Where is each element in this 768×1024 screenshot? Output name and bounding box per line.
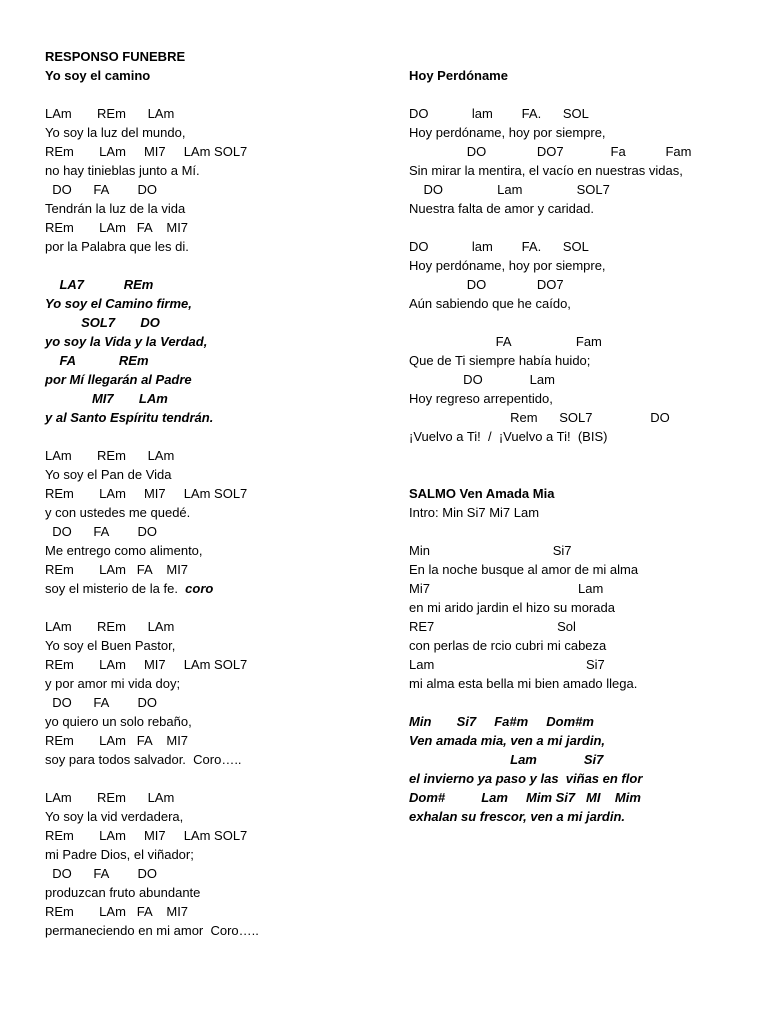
lyric-line: DO lam FA. SOL bbox=[409, 239, 589, 254]
lyric-line: FA Fam bbox=[409, 334, 602, 349]
lyric-line: Tendrán la luz de la vida bbox=[45, 201, 186, 216]
lyric-line: Que de Ti siempre había huido; bbox=[409, 353, 591, 368]
lyric-line: REm LAm FA MI7 bbox=[45, 562, 189, 577]
chorus-line: el invierno ya paso y las viñas en flor bbox=[409, 771, 643, 786]
lyric-line: DO Lam bbox=[409, 372, 555, 387]
lyric-line: REm LAm FA MI7 bbox=[45, 220, 189, 235]
lyric-line: no hay tinieblas junto a Mí. bbox=[45, 163, 200, 178]
lyric-line: DO lam FA. SOL bbox=[409, 106, 589, 121]
lyric-line: REm LAm MI7 LAm SOL7 bbox=[45, 657, 248, 672]
coro-marker: coro bbox=[185, 581, 214, 596]
lyric-line: Lam Si7 bbox=[409, 657, 605, 672]
blank-line bbox=[409, 522, 754, 541]
lyric-line: Yo soy el Pan de Vida bbox=[45, 467, 172, 482]
chorus-line: Ven amada mia, ven a mi jardin, bbox=[409, 733, 606, 748]
lyric-line: Aún sabiendo que he caído, bbox=[409, 296, 571, 311]
lyric-line: Yo soy la luz del mundo, bbox=[45, 125, 186, 140]
chorus-line: Yo soy el Camino firme, bbox=[45, 296, 192, 311]
lyric-line: REm LAm FA MI7 bbox=[45, 904, 189, 919]
blank-line bbox=[409, 47, 754, 66]
lyric-line: y por amor mi vida doy; bbox=[45, 676, 181, 691]
lyric-text: soy el misterio de la fe. bbox=[45, 581, 186, 596]
blank-line bbox=[45, 427, 375, 446]
lyric-line: RE7 Sol bbox=[409, 619, 576, 634]
lyric-line: y con ustedes me quedé. bbox=[45, 505, 191, 520]
blank-line bbox=[45, 598, 375, 617]
lyric-line: permaneciendo en mi amor Coro….. bbox=[45, 923, 259, 938]
blank-line bbox=[409, 218, 754, 237]
right-column bbox=[409, 47, 754, 826]
blank-line bbox=[409, 446, 754, 465]
lyric-line: LAm REm LAm bbox=[45, 790, 175, 805]
song-title: SALMO Ven Amada Mia bbox=[409, 486, 555, 501]
lyric-line: DO FA DO bbox=[45, 524, 157, 539]
lyric-line: Mi7 Lam bbox=[409, 581, 604, 596]
chorus-line: MI7 LAm bbox=[45, 391, 168, 406]
lyric-line: DO DO7 bbox=[409, 277, 564, 292]
song-title: Hoy Perdóname bbox=[409, 68, 508, 83]
blank-line bbox=[409, 85, 754, 104]
lyric-line: Rem SOL7 DO bbox=[409, 410, 670, 425]
blank-line bbox=[45, 85, 375, 104]
chorus-line: y al Santo Espíritu tendrán. bbox=[45, 410, 214, 425]
chorus-line: por Mí llegarán al Padre bbox=[45, 372, 192, 387]
chorus-line: SOL7 DO bbox=[45, 315, 160, 330]
lyric-line: Min Si7 bbox=[409, 543, 572, 558]
lyric-line bbox=[45, 579, 375, 598]
lyric-line: Hoy regreso arrepentido, bbox=[409, 391, 553, 406]
lyric-line: REm LAm MI7 LAm SOL7 bbox=[45, 486, 248, 501]
lyric-line: LAm REm LAm bbox=[45, 619, 175, 634]
blank-line bbox=[409, 693, 754, 712]
blank-line bbox=[45, 769, 375, 788]
chorus-line: Lam Si7 bbox=[409, 752, 604, 767]
lyric-line: Nuestra falta de amor y caridad. bbox=[409, 201, 594, 216]
chorus-line: Dom# Lam Mim Si7 MI Mim bbox=[409, 790, 641, 805]
lyric-line: Sin mirar la mentira, el vacío en nuestras vidas, bbox=[409, 163, 683, 178]
lyric-line: mi Padre Dios, el viñador; bbox=[45, 847, 194, 862]
chorus-line: Min Si7 Fa#m Dom#m bbox=[409, 714, 594, 729]
lyric-line: Hoy perdóname, hoy por siempre, bbox=[409, 258, 606, 273]
blank-line bbox=[409, 465, 754, 484]
lyric-line: con perlas de rcio cubri mi cabeza bbox=[409, 638, 607, 653]
lyric-line: ¡Vuelvo a Ti! / ¡Vuelvo a Ti! (BIS) bbox=[409, 429, 608, 444]
lyric-line: Yo soy el Buen Pastor, bbox=[45, 638, 176, 653]
lyric-line: REm LAm MI7 LAm SOL7 bbox=[45, 828, 248, 843]
lyric-line: En la noche busque al amor de mi alma bbox=[409, 562, 639, 577]
lyric-line: LAm REm LAm bbox=[45, 448, 175, 463]
chorus-line: yo soy la Vida y la Verdad, bbox=[45, 334, 208, 349]
lyric-line: en mi arido jardin el hizo su morada bbox=[409, 600, 615, 615]
lyric-line: yo quiero un solo rebaño, bbox=[45, 714, 192, 729]
lyric-line: mi alma esta bella mi bien amado llega. bbox=[409, 676, 638, 691]
lyric-line: Intro: Min Si7 Mi7 Lam bbox=[409, 505, 540, 520]
lyric-line: LAm REm LAm bbox=[45, 106, 175, 121]
lyric-line: DO FA DO bbox=[45, 866, 157, 881]
lyric-line: DO Lam SOL7 bbox=[409, 182, 610, 197]
lyric-line: Yo soy la vid verdadera, bbox=[45, 809, 184, 824]
lyric-line: produzcan fruto abundante bbox=[45, 885, 201, 900]
chorus-line: FA REm bbox=[45, 353, 149, 368]
song-title: Yo soy el camino bbox=[45, 68, 151, 83]
lyric-line: Hoy perdóname, hoy por siempre, bbox=[409, 125, 606, 140]
lyric-line: DO FA DO bbox=[45, 695, 157, 710]
song-title: RESPONSO FUNEBRE bbox=[45, 49, 186, 64]
lyric-line: Me entrego como alimento, bbox=[45, 543, 203, 558]
blank-line bbox=[409, 313, 754, 332]
lyric-line: DO DO7 Fa Fam bbox=[409, 144, 692, 159]
lyric-line: REm LAm MI7 LAm SOL7 bbox=[45, 144, 248, 159]
left-column bbox=[45, 47, 375, 940]
lyric-line: REm LAm FA MI7 bbox=[45, 733, 189, 748]
chorus-line: exhalan su frescor, ven a mi jardin. bbox=[409, 809, 626, 824]
lyric-line: DO FA DO bbox=[45, 182, 157, 197]
lyric-line: soy para todos salvador. Coro….. bbox=[45, 752, 242, 767]
blank-line bbox=[45, 256, 375, 275]
chorus-line: LA7 REm bbox=[45, 277, 154, 292]
lyric-line: por la Palabra que les di. bbox=[45, 239, 189, 254]
